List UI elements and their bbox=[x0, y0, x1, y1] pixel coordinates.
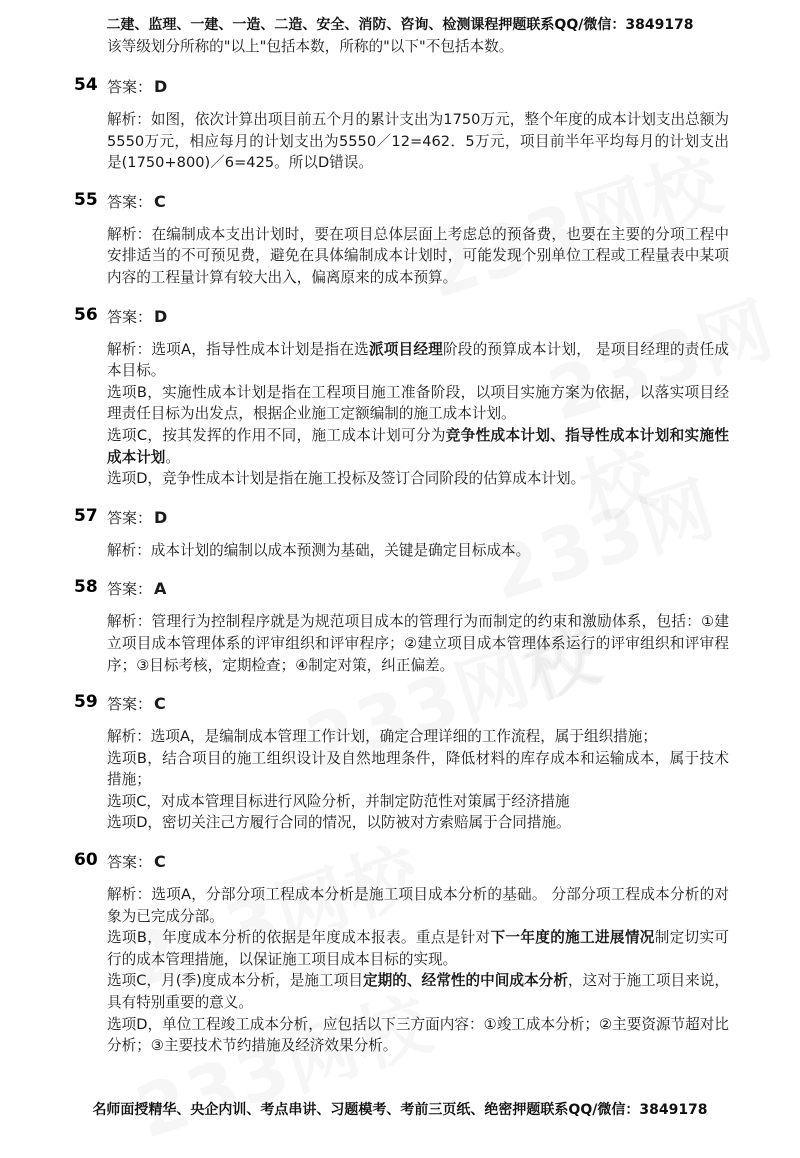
explanation-paragraph bbox=[107, 1014, 729, 1057]
explanation-paragraph bbox=[107, 540, 729, 562]
answer bbox=[107, 191, 166, 212]
question-number: 54 bbox=[74, 75, 98, 95]
answer bbox=[107, 76, 167, 97]
explanation-paragraph bbox=[107, 791, 729, 813]
answer bbox=[107, 851, 166, 872]
question-number: 60 bbox=[74, 850, 98, 871]
emphasis-text: 定期的、经常性的中间成本分析 bbox=[362, 972, 568, 990]
explanation-paragraph bbox=[107, 339, 729, 382]
answer-label: 答案： bbox=[107, 580, 153, 599]
explanation-text: 选项B，结合项目的施工组织设计及自然地理条件，降低材料的库存成本和运输成本，属于技术措施； bbox=[107, 749, 729, 789]
explanation-text: 阶段的预算成本计划， 是项目经理的责任成本目标。 bbox=[107, 340, 729, 380]
question-60 bbox=[0, 850, 800, 1057]
question-57 bbox=[0, 506, 800, 562]
answer-letter: D bbox=[154, 306, 168, 326]
answer-row bbox=[0, 577, 800, 603]
answer-row bbox=[0, 692, 800, 718]
explanation-text: ，这对于施工项目来说，具有特别重要的意义。 bbox=[107, 972, 729, 1012]
explanation-paragraph bbox=[107, 927, 729, 970]
answer-row bbox=[0, 850, 800, 876]
explanation-text: 选项B，年度成本分析的依据是年度成本报表。重点是针对 bbox=[107, 929, 491, 947]
explanation-paragraph bbox=[107, 726, 729, 748]
answer-letter: A bbox=[154, 579, 167, 599]
question-54 bbox=[0, 75, 800, 174]
carry-over-text: 该等级划分所称的"以上"包括本数，所称的"以下"不包括本数。 bbox=[107, 38, 514, 55]
explanation-text: 解析：成本计划的编制以成本预测为基础，关键是确定目标成本。 bbox=[107, 541, 531, 559]
explanation-paragraph bbox=[107, 109, 729, 174]
question-number: 56 bbox=[74, 304, 98, 325]
answer-letter: D bbox=[154, 507, 168, 527]
answer-label: 答案： bbox=[107, 695, 153, 714]
explanation-text: 解析：选项A，是编制成本管理工作计划，确定合理详细的工作流程，属于组织措施； bbox=[107, 728, 657, 746]
emphasis-text: 派项目经理 bbox=[368, 340, 443, 358]
answer-label: 答案： bbox=[107, 307, 153, 326]
answer bbox=[107, 507, 167, 528]
explanation-text: 选项C，月(季)度成本分析，是施工项目 bbox=[107, 972, 363, 990]
explanation-text: 选项C，按其发挥的作用不同，施工成本计划可分为 bbox=[107, 426, 446, 444]
explanation-text: 解析：在编制成本支出计划时，要在项目总体层面上考虑总的预备费，也要在主要的分项工程中安排适当的不可预见费，避免在具体编制成本计划时，可能发现个别单位工程或工程量表中某项内容的工程量计算有较大出入，偏离原来的成本预算。 bbox=[107, 225, 729, 286]
emphasis-text: 下一年度的施工进展情况 bbox=[490, 929, 655, 947]
answer-row bbox=[0, 506, 800, 532]
answer-letter: C bbox=[154, 694, 166, 714]
answer-label: 答案： bbox=[107, 78, 153, 96]
explanation-text: 解析：选项A，分部分项工程成本分析是施工项目成本分析的基础。 分部分项工程成本分析的对象为已完成分部。 bbox=[107, 886, 729, 925]
emphasis-text: 竞争性成本计划、指导性成本计划和实施性成本计划 bbox=[107, 426, 729, 466]
question-list bbox=[0, 75, 800, 1073]
question-58 bbox=[0, 577, 800, 676]
answer-row bbox=[0, 75, 800, 101]
explanation-text: 选项C，对成本管理目标进行风险分析，并制定防范性对策属于经济措施 bbox=[107, 792, 570, 810]
page-header: 二建、监理、一建、一造、二造、安全、消防、咨询、检测课程押题联系QQ/微信：3849178 bbox=[106, 17, 694, 33]
question-number: 57 bbox=[74, 505, 98, 526]
explanation-text: 解析：管理行为控制程序就是为规范项目成本的管理行为而制定的约束和激励体系，包括：①建立项目成本管理体系的评审组织和评审程序；②建立项目成本管理体系运行的评审组织和评审程序；③目标考核，定期检查；④制定对策，纠正偏差。 bbox=[107, 613, 729, 674]
explanation-text: 解析：选项A，指导性成本计划是指在选 bbox=[107, 340, 369, 358]
explanation-paragraph bbox=[107, 611, 729, 676]
explanation-paragraph bbox=[107, 382, 729, 425]
explanation-text: 制定切实可行的成本管理措施，以保证施工项目成本目标的实现。 bbox=[107, 929, 729, 968]
answer-label: 答案： bbox=[107, 853, 153, 872]
answer-label: 答案： bbox=[107, 192, 153, 211]
answer bbox=[107, 306, 167, 327]
explanation-text: 选项D，竞争性成本计划是指在施工投标及签订合同阶段的估算成本计划。 bbox=[107, 470, 586, 488]
answer bbox=[107, 578, 166, 599]
question-number: 55 bbox=[74, 189, 98, 210]
explanation-text: 解析：如图，依次计算出项目前五个月的累计支出为1750万元，整个年度的成本计划支出总额为5550万元，相应每月的计划支出为5550／12=462．5万元，项目前半年平均每月的计划支出是(1750+800)／6=425。所以D错误。 bbox=[107, 111, 729, 172]
question-56 bbox=[0, 305, 800, 490]
explanation-paragraph bbox=[107, 970, 729, 1013]
question-number: 58 bbox=[74, 577, 98, 598]
explanation-text: 选项D，单位工程竣工成本分析，应包括以下三方面内容：①竣工成本分析；②主要资源节超对比分析；③主要技术节约措施及经济效果分析。 bbox=[107, 1015, 729, 1055]
answer-label: 答案： bbox=[107, 508, 153, 527]
question-55 bbox=[0, 190, 800, 289]
answer-letter: C bbox=[154, 852, 166, 872]
answer-letter: D bbox=[154, 77, 168, 96]
explanation-paragraph bbox=[107, 884, 729, 927]
explanation-paragraph bbox=[107, 812, 729, 834]
answer-row bbox=[0, 305, 800, 331]
explanation-paragraph bbox=[107, 224, 729, 289]
explanation-text: 选项D，密切关注己方履行合同的情况，以防被对方索赔属于合同措施。 bbox=[107, 814, 571, 832]
answer bbox=[107, 693, 166, 714]
explanation-paragraph bbox=[107, 468, 729, 490]
page-footer: 名师面授精华、央企内训、考点串讲、习题模考、考前三页纸、绝密押题联系QQ/微信：3849178 bbox=[92, 1102, 708, 1118]
explanation-text: 。 bbox=[165, 448, 180, 466]
question-59 bbox=[0, 692, 800, 834]
explanation-paragraph bbox=[107, 748, 729, 791]
explanation-text: 选项B，实施性成本计划是指在工程项目施工准备阶段，以项目实施方案为依据，以落实项目经理责任目标为出发点，根据企业施工定额编制的施工成本计划。 bbox=[107, 383, 729, 423]
answer-row bbox=[0, 190, 800, 216]
question-number: 59 bbox=[74, 692, 98, 713]
explanation-paragraph bbox=[107, 425, 729, 468]
answer-letter: C bbox=[154, 191, 166, 211]
